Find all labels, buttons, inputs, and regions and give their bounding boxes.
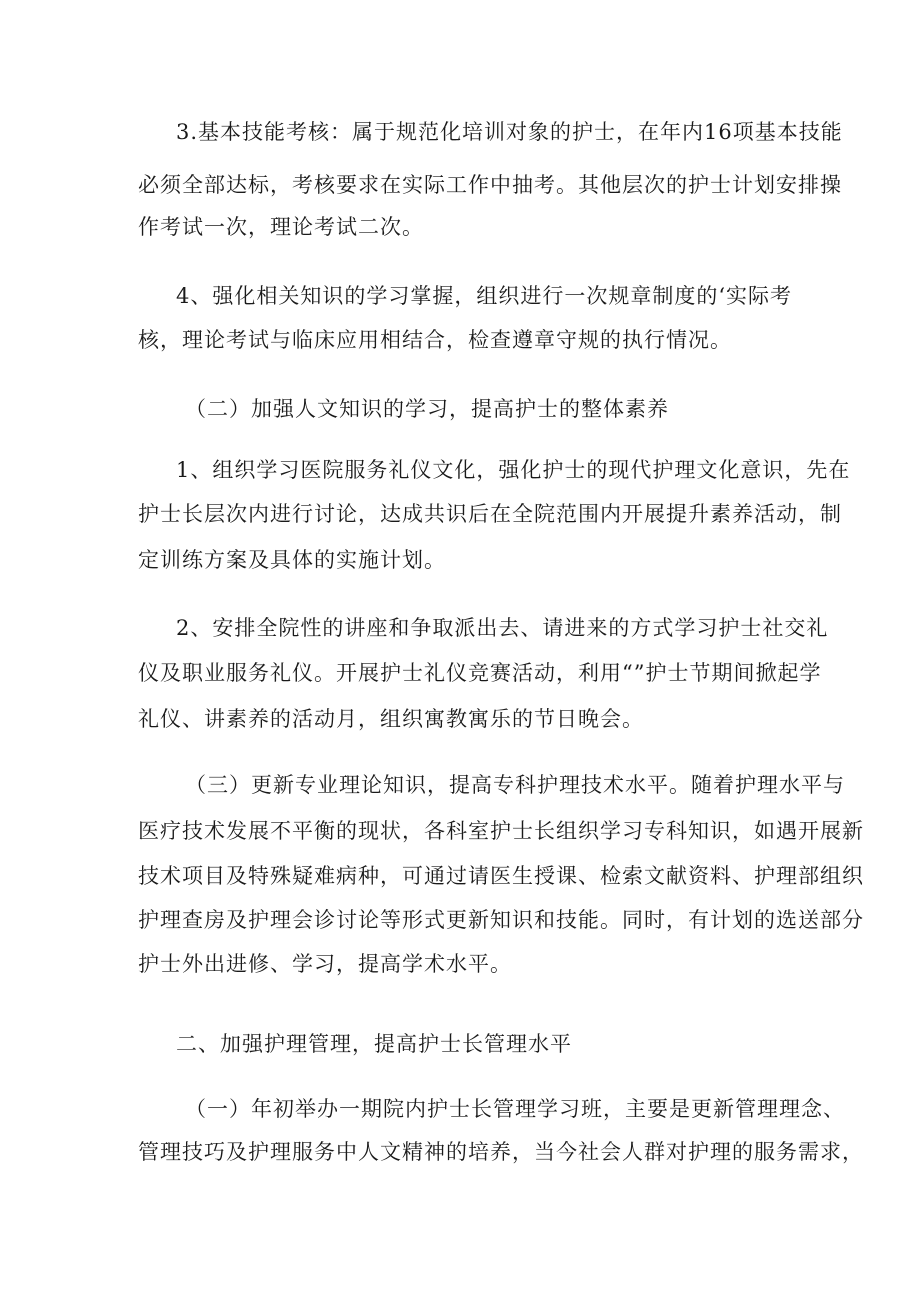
paragraph-5-line-2: 仪及职业服务礼仪。开展护士礼仪竞赛活动，利用“”护士节期间掀起学 (138, 661, 822, 685)
paragraph-5-line-1: 2、安排全院性的讲座和争取派出去、请进来的方式学习护士社交礼 (176, 616, 829, 640)
paragraph-1-line-2: 必须全部达标，考核要求在实际工作中抽考。其他层次的护士计划安排操 (138, 173, 842, 197)
paragraph-1-line-3: 作考试一次，理论考试二次。 (138, 215, 424, 239)
paragraph-6-line-2: 医疗技术发展不平衡的现状，各科室护士长组织学习专科知识，如遇开展新 (138, 819, 864, 843)
section-heading-2: （二）加强人文知识的学习，提高护士的整体素养 (185, 397, 669, 421)
paragraph-1-line-1: 3.基本技能考核：属于规范化培训对象的护士，在年内16项基本技能 (176, 120, 843, 144)
paragraph-6-line-4: 护理查房及护理会诊讨论等形式更新知识和技能。同时，有计划的选送部分 (138, 908, 864, 932)
section-heading-two: 二、加强护理管理，提高护士长管理水平 (176, 1032, 572, 1056)
paragraph-4-line-1: 1、组织学习医院服务礼仪文化，强化护士的现代护理文化意识，先在 (176, 458, 851, 482)
paragraph-2-line-1: 4、强化相关知识的学习掌握，组织进行一次规章制度的‘实际考 (176, 284, 793, 308)
paragraph-2-line-2: 核，理论考试与临床应用相结合，检查遵章守规的执行情况。 (138, 328, 732, 352)
paragraph-8-line-1: （一）年初举办一期院内护士长管理学习班，主要是更新管理理念、 (185, 1097, 845, 1121)
paragraph-6-line-3: 技术项目及特殊疑难病种，可通过请医生授课、检索文献资料、护理部组织 (138, 864, 864, 888)
paragraph-6-line-1: （三）更新专业理论知识，提高专科护理技术水平。随着护理水平与 (185, 773, 845, 797)
paragraph-5-line-3: 礼仪、讲素养的活动月，组织寓教寓乐的节日晚会。 (138, 707, 644, 731)
paragraph-8-line-2: 管理技巧及护理服务中人文精神的培养，当今社会人群对护理的服务需求， (138, 1140, 864, 1164)
paragraph-4-line-3: 定训练方案及具体的实施计划。 (138, 548, 446, 572)
paragraph-6-line-5: 护士外出进修、学习，提高学术水平。 (138, 952, 512, 976)
paragraph-4-line-2: 护士长层次内进行讨论，达成共识后在全院范围内开展提升素养活动，制 (138, 502, 842, 526)
